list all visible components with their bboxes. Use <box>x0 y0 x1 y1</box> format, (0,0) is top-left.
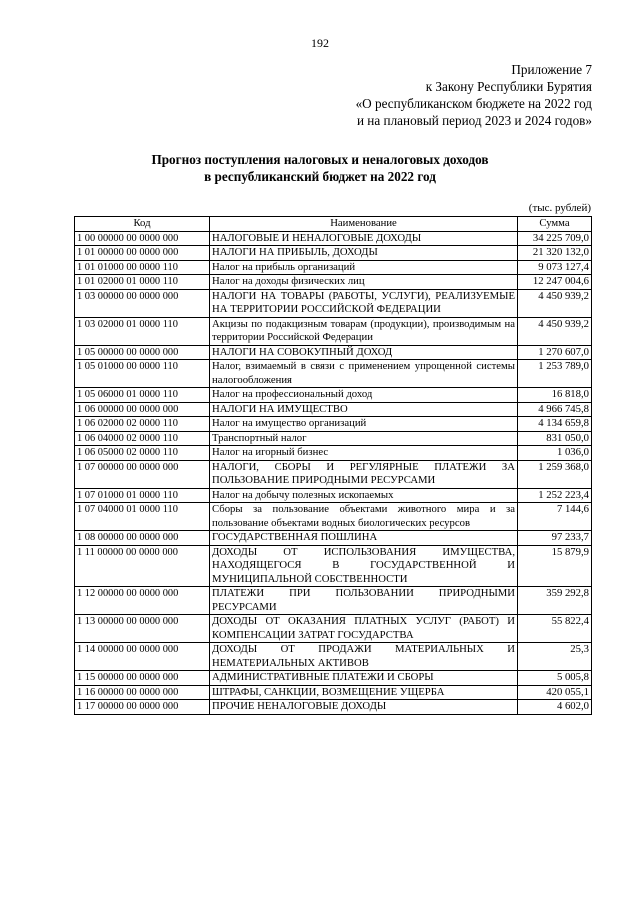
row-code: 1 07 04000 01 0000 110 <box>75 503 210 531</box>
row-sum: 1 253 789,0 <box>518 360 592 388</box>
table-row <box>75 231 592 246</box>
row-sum: 1 252 223,4 <box>518 488 592 503</box>
table-row <box>75 615 592 643</box>
row-name: Налог на прибыль организаций <box>210 260 518 275</box>
row-code: 1 05 01000 00 0000 110 <box>75 360 210 388</box>
appendix-header <box>356 61 592 129</box>
row-name: ГОСУДАРСТВЕННАЯ ПОШЛИНА <box>210 531 518 546</box>
table-row <box>75 700 592 715</box>
row-name: Налог на имущество организаций <box>210 417 518 432</box>
row-code: 1 00 00000 00 0000 000 <box>75 231 210 246</box>
header-name: Наименование <box>210 217 518 232</box>
row-sum: 9 073 127,4 <box>518 260 592 275</box>
table-row <box>75 275 592 290</box>
row-name: НАЛОГИ НА ПРИБЫЛЬ, ДОХОДЫ <box>210 246 518 261</box>
row-code: 1 05 00000 00 0000 000 <box>75 345 210 360</box>
table-row <box>75 685 592 700</box>
row-name: ШТРАФЫ, САНКЦИИ, ВОЗМЕЩЕНИЕ УЩЕРБА <box>210 685 518 700</box>
row-name: Налог на доходы физических лиц <box>210 275 518 290</box>
row-name: Налог на игорный бизнес <box>210 446 518 461</box>
row-name: Транспортный налог <box>210 431 518 446</box>
row-sum: 34 225 709,0 <box>518 231 592 246</box>
table-row <box>75 260 592 275</box>
table-row <box>75 417 592 432</box>
row-sum: 25,3 <box>518 643 592 671</box>
row-name: ПРОЧИЕ НЕНАЛОГОВЫЕ ДОХОДЫ <box>210 700 518 715</box>
row-name: Налог, взимаемый в связи с применением упрощенной системы налогообложения <box>210 360 518 388</box>
appendix-line-2: к Закону Республики Бурятия <box>425 79 592 94</box>
row-sum: 97 233,7 <box>518 531 592 546</box>
row-code: 1 16 00000 00 0000 000 <box>75 685 210 700</box>
row-code: 1 11 00000 00 0000 000 <box>75 545 210 587</box>
row-sum: 12 247 004,6 <box>518 275 592 290</box>
document-title <box>0 151 640 185</box>
row-sum: 55 822,4 <box>518 615 592 643</box>
row-sum: 16 818,0 <box>518 388 592 403</box>
row-code: 1 13 00000 00 0000 000 <box>75 615 210 643</box>
table-body <box>75 231 592 714</box>
row-code: 1 06 02000 02 0000 110 <box>75 417 210 432</box>
row-sum: 359 292,8 <box>518 587 592 615</box>
document-title-line-2: в республиканский бюджет на 2022 год <box>204 169 436 184</box>
row-sum: 4 602,0 <box>518 700 592 715</box>
row-code: 1 01 00000 00 0000 000 <box>75 246 210 261</box>
row-code: 1 03 02000 01 0000 110 <box>75 317 210 345</box>
table-row <box>75 317 592 345</box>
row-sum: 4 134 659,8 <box>518 417 592 432</box>
header-sum: Сумма <box>518 217 592 232</box>
row-sum: 21 320 132,0 <box>518 246 592 261</box>
table-row <box>75 545 592 587</box>
table-row <box>75 671 592 686</box>
table-header-row <box>75 217 592 232</box>
row-sum: 831 050,0 <box>518 431 592 446</box>
table-row <box>75 503 592 531</box>
row-code: 1 17 00000 00 0000 000 <box>75 700 210 715</box>
row-code: 1 06 05000 02 0000 110 <box>75 446 210 461</box>
table-row <box>75 246 592 261</box>
table-row <box>75 446 592 461</box>
row-code: 1 12 00000 00 0000 000 <box>75 587 210 615</box>
document-title-line-1: Прогноз поступления налоговых и неналоговых доходов <box>151 152 489 167</box>
row-name: ДОХОДЫ ОТ ИСПОЛЬЗОВАНИЯ ИМУЩЕСТВА, НАХОДЯЩЕГОСЯ В ГОСУДАРСТВЕННОЙ И МУНИЦИПАЛЬНОЙ СОБСТВЕННОСТИ <box>210 545 518 587</box>
header-code: Код <box>75 217 210 232</box>
appendix-line-4: и на плановый период 2023 и 2024 годов» <box>356 113 592 128</box>
row-sum: 1 036,0 <box>518 446 592 461</box>
table-row <box>75 360 592 388</box>
row-sum: 4 450 939,2 <box>518 289 592 317</box>
row-sum: 4 966 745,8 <box>518 402 592 417</box>
appendix-line-1: Приложение 7 <box>511 62 592 77</box>
row-code: 1 01 01000 00 0000 110 <box>75 260 210 275</box>
row-sum: 1 259 368,0 <box>518 460 592 488</box>
table-row <box>75 460 592 488</box>
row-sum: 7 144,6 <box>518 503 592 531</box>
table-row <box>75 289 592 317</box>
table-row <box>75 587 592 615</box>
row-name: ДОХОДЫ ОТ ПРОДАЖИ МАТЕРИАЛЬНЫХ И НЕМАТЕРИАЛЬНЫХ АКТИВОВ <box>210 643 518 671</box>
row-code: 1 03 00000 00 0000 000 <box>75 289 210 317</box>
row-sum: 5 005,8 <box>518 671 592 686</box>
row-name: ПЛАТЕЖИ ПРИ ПОЛЬЗОВАНИИ ПРИРОДНЫМИ РЕСУРСАМИ <box>210 587 518 615</box>
row-name: НАЛОГИ НА ИМУЩЕСТВО <box>210 402 518 417</box>
table-row <box>75 388 592 403</box>
page-number: 192 <box>311 36 329 50</box>
row-code: 1 15 00000 00 0000 000 <box>75 671 210 686</box>
row-sum: 15 879,9 <box>518 545 592 587</box>
table-row <box>75 643 592 671</box>
row-sum: 420 055,1 <box>518 685 592 700</box>
appendix-line-3: «О республиканском бюджете на 2022 год <box>355 96 592 111</box>
row-name: ДОХОДЫ ОТ ОКАЗАНИЯ ПЛАТНЫХ УСЛУГ (РАБОТ) И КОМПЕНСАЦИИ ЗАТРАТ ГОСУДАРСТВА <box>210 615 518 643</box>
row-name: НАЛОГИ НА ТОВАРЫ (РАБОТЫ, УСЛУГИ), РЕАЛИЗУЕМЫЕ НА ТЕРРИТОРИИ РОССИЙСКОЙ ФЕДЕРАЦИИ <box>210 289 518 317</box>
row-code: 1 06 00000 00 0000 000 <box>75 402 210 417</box>
row-code: 1 07 00000 00 0000 000 <box>75 460 210 488</box>
row-code: 1 14 00000 00 0000 000 <box>75 643 210 671</box>
table-row <box>75 345 592 360</box>
row-code: 1 07 01000 01 0000 110 <box>75 488 210 503</box>
row-name: НАЛОГИ, СБОРЫ И РЕГУЛЯРНЫЕ ПЛАТЕЖИ ЗА ПОЛЬЗОВАНИЕ ПРИРОДНЫМИ РЕСУРСАМИ <box>210 460 518 488</box>
row-code: 1 01 02000 01 0000 110 <box>75 275 210 290</box>
revenue-table <box>74 216 592 715</box>
row-name: НАЛОГИ НА СОВОКУПНЫЙ ДОХОД <box>210 345 518 360</box>
row-name: Сборы за пользование объектами животного мира и за пользование объектами водных биологических ресурсов <box>210 503 518 531</box>
table-row <box>75 531 592 546</box>
row-sum: 1 270 607,0 <box>518 345 592 360</box>
row-name: Налог на профессиональный доход <box>210 388 518 403</box>
row-code: 1 06 04000 02 0000 110 <box>75 431 210 446</box>
row-name: АДМИНИСТРАТИВНЫЕ ПЛАТЕЖИ И СБОРЫ <box>210 671 518 686</box>
row-name: НАЛОГОВЫЕ И НЕНАЛОГОВЫЕ ДОХОДЫ <box>210 231 518 246</box>
row-sum: 4 450 939,2 <box>518 317 592 345</box>
row-name: Акцизы по подакцизным товарам (продукции), производимым на территории Российской Федерации <box>210 317 518 345</box>
row-name: Налог на добычу полезных ископаемых <box>210 488 518 503</box>
row-code: 1 05 06000 01 0000 110 <box>75 388 210 403</box>
row-code: 1 08 00000 00 0000 000 <box>75 531 210 546</box>
table-row <box>75 488 592 503</box>
table-row <box>75 402 592 417</box>
unit-note: (тыс. рублей) <box>528 202 591 214</box>
table-row <box>75 431 592 446</box>
